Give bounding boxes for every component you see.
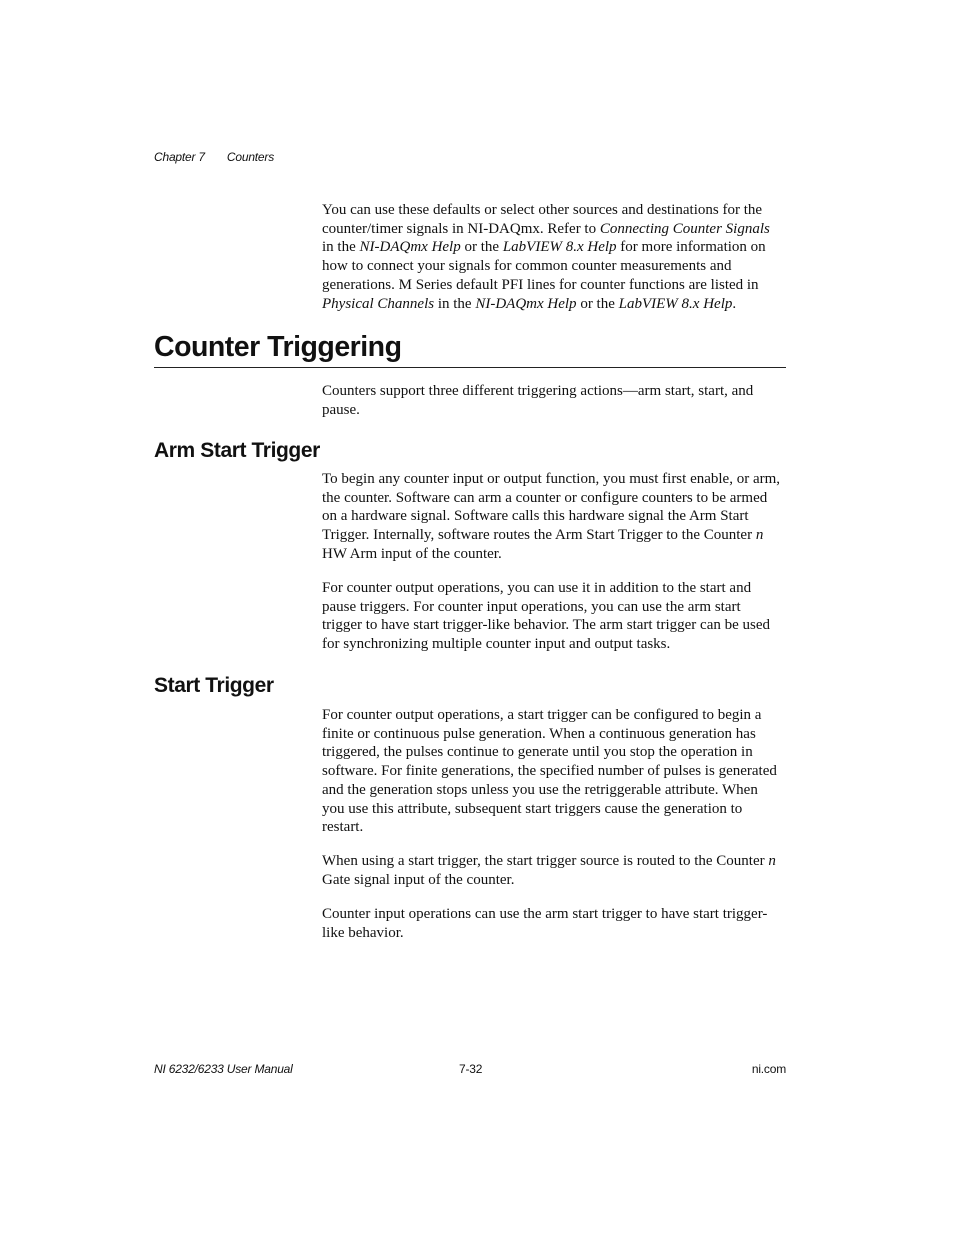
- header-chapter: Chapter 7: [154, 150, 205, 164]
- intro-paragraph: [322, 201, 784, 313]
- text: for more information on how to connect your signals for common counter measurements and generations. M Series default PFI lines for counter functions are listed in: [322, 239, 766, 293]
- footer-site: ni.com: [751, 1062, 786, 1076]
- variable-n: n: [768, 853, 776, 870]
- counter-triggering-body: [322, 382, 784, 419]
- arm-start-body: [322, 470, 784, 654]
- text: HW Arm input of the counter.: [322, 545, 502, 562]
- text: .: [732, 295, 737, 312]
- footer-page-number: 7-32: [459, 1062, 483, 1076]
- text: When using a start trigger, the start trigger source is routed to the Counter: [322, 853, 769, 870]
- text: To begin any counter input or output function, you must first enable, or arm, the counter. Software can arm a counter or configure counters to be armed on a hardware signal. Software calls this hardware signal the Arm Start Trigger. Internally, software routes the Arm Start Trigger to the Counter: [322, 471, 781, 544]
- text: or the: [576, 295, 619, 312]
- paragraph: For counter output operations, you can use it in addition to the start and pause triggers. For counter input operations, you can use the arm start trigger to have start trigger-like behavior. The arm start trigger can be used for synchronizing multiple counter input and output tasks.: [322, 580, 771, 653]
- xref-labview-help: LabVIEW 8.x Help: [502, 239, 617, 256]
- paragraph: [322, 470, 784, 564]
- header-section: Counters: [226, 150, 274, 164]
- section-heading-counter-triggering: Counter Triggering: [154, 327, 786, 368]
- xref-physical-channels: Physical Channels: [322, 295, 435, 312]
- xref-labview-help: LabVIEW 8.x Help: [618, 295, 733, 312]
- text: in the: [434, 295, 476, 312]
- subheading-start-trigger: Start Trigger: [154, 674, 274, 697]
- xref-connecting-counter-signals: Connecting Counter Signals: [599, 220, 770, 237]
- paragraph: For counter output operations, a start trigger can be configured to begin a finite or continuous pulse generation. When a continuous generation has triggered, the pulses continue to generate until you stop the operation in software. For finite generations, the specified number of pulses is generated and the generation stops unless you use the retriggerable attribute. When you use this attribute, subsequent start triggers cause the generation to restart.: [322, 707, 777, 836]
- xref-daqmx-help: NI-DAQmx Help: [475, 295, 577, 312]
- paragraph: Counters support three different triggering actions—arm start, start, and pause.: [322, 383, 754, 418]
- text: in the: [322, 239, 360, 256]
- subheading-arm-start-trigger: Arm Start Trigger: [154, 439, 320, 462]
- paragraph: [322, 852, 784, 889]
- xref-daqmx-help: NI-DAQmx Help: [359, 239, 461, 256]
- text: or the: [460, 239, 503, 256]
- text: You can use these defaults or select other sources and destinations for the counter/timer signals in NI-DAQmx. Refer to: [322, 202, 763, 237]
- variable-n: n: [755, 527, 764, 544]
- footer-manual: NI 6232/6233 User Manual: [154, 1062, 293, 1076]
- running-header: [154, 150, 274, 164]
- text: Gate signal input of the counter.: [322, 872, 515, 889]
- paragraph: Counter input operations can use the arm start trigger to have start trigger-like behavior.: [322, 906, 768, 942]
- start-trigger-body: [322, 706, 784, 943]
